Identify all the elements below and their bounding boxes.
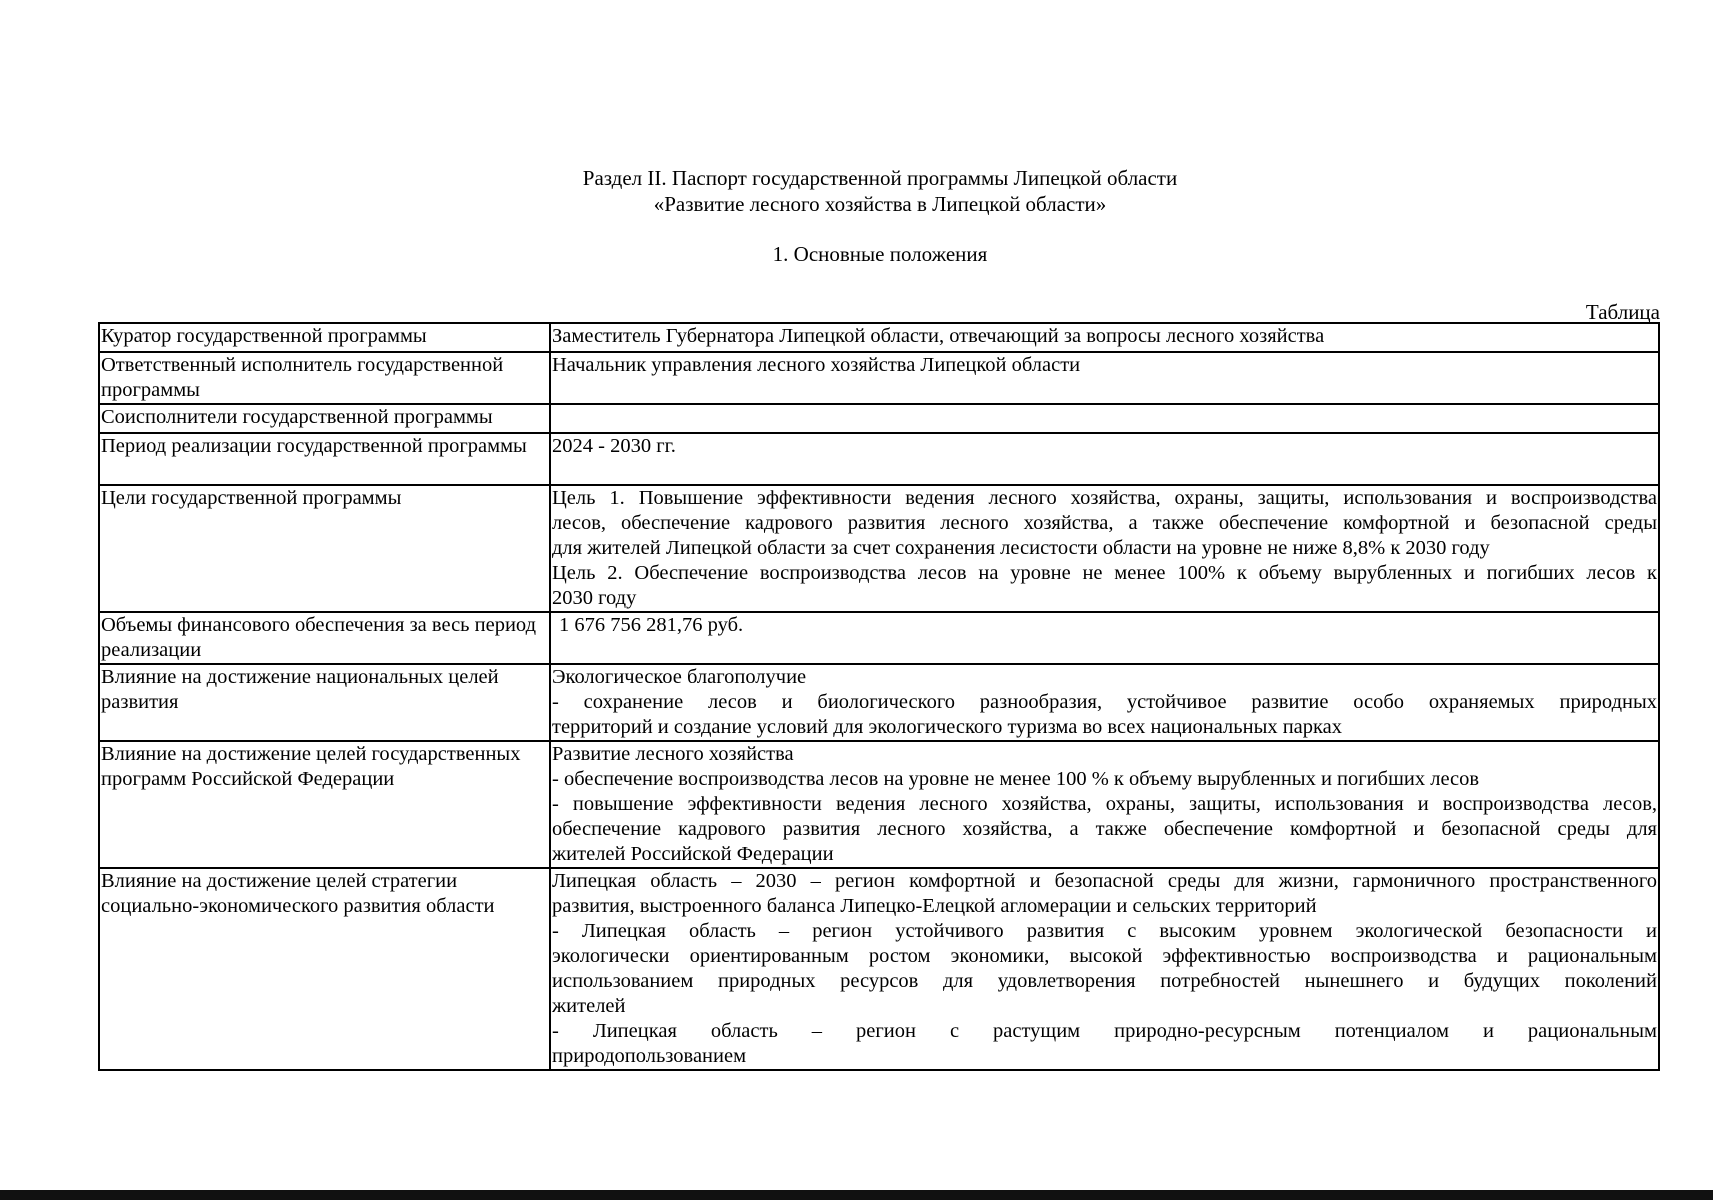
row-value bbox=[550, 485, 1659, 612]
table-label: Таблица bbox=[1585, 300, 1660, 324]
value-line: - Липецкая область – регион устойчивого развития с высоким уровнем экологической безопасности и bbox=[552, 920, 1657, 942]
row-value bbox=[550, 741, 1659, 868]
value-line: природопользованием bbox=[552, 1045, 747, 1067]
value-line: Липецкая область – 2030 – регион комфортной и безопасной среды для жизни, гармоничного пространственного bbox=[552, 870, 1657, 892]
table-row bbox=[99, 485, 1659, 612]
value-line: Экологическое благополучие bbox=[552, 666, 807, 688]
row-label: Влияние на достижение национальных целей развития bbox=[99, 664, 550, 741]
value-line: жителей bbox=[552, 995, 626, 1017]
table-row bbox=[99, 433, 1659, 485]
table-row bbox=[99, 741, 1659, 868]
value-line: - сохранение лесов и биологического разнообразия, устойчивое развитие особо охраняемых природных bbox=[552, 691, 1657, 713]
value-line: Цель 2. Обеспечение воспроизводства лесов на уровне не менее 100% к объему вырубленных и погибших лесов к bbox=[552, 562, 1657, 584]
row-value bbox=[550, 352, 1659, 404]
row-value bbox=[550, 404, 1659, 433]
value-line: территорий и создание условий для экологического туризма во всех национальных парках bbox=[552, 716, 1343, 738]
passport-table bbox=[98, 322, 1660, 1071]
row-value bbox=[550, 868, 1659, 1070]
row-value bbox=[550, 323, 1659, 352]
row-label: Куратор государственной программы bbox=[99, 323, 550, 352]
value-line: 2030 году bbox=[552, 587, 637, 609]
value-line: - повышение эффективности ведения лесного хозяйства, охраны, защиты, использования и воспроизводства лесов, bbox=[552, 793, 1657, 815]
table-row bbox=[99, 323, 1659, 352]
table-row bbox=[99, 612, 1659, 664]
row-value bbox=[550, 612, 1659, 664]
value-line: для жителей Липецкой области за счет сохранения лесистости области на уровне не ниже 8,8% к 2030 году bbox=[552, 537, 1490, 559]
value-line: Цель 1. Повышение эффективности ведения лесного хозяйства, охраны, защиты, использования и воспроизводства bbox=[552, 487, 1657, 509]
value-line: Развитие лесного хозяйства bbox=[552, 743, 794, 765]
value-line: экологически ориентированным ростом экономики, высокой эффективностью воспроизводства и рациональным bbox=[552, 945, 1657, 967]
row-label: Период реализации государственной программы bbox=[99, 433, 550, 485]
value-line: 1 676 756 281,76 руб. bbox=[559, 614, 744, 636]
document-title: Раздел II. Паспорт государственной программы Липецкой области bbox=[582, 166, 1178, 190]
row-value bbox=[550, 664, 1659, 741]
value-line: обеспечение кадрового развития лесного хозяйства, а также обеспечение комфортной и безопасной среды для bbox=[552, 818, 1657, 840]
table-row bbox=[99, 868, 1659, 1070]
value-line: - Липецкая область – регион с растущим природно-ресурсным потенциалом и рациональным bbox=[552, 1020, 1657, 1042]
row-value bbox=[550, 433, 1659, 485]
value-line: Начальник управления лесного хозяйства Липецкой области bbox=[552, 354, 1081, 376]
value-line: Заместитель Губернатора Липецкой области, отвечающий за вопросы лесного хозяйства bbox=[552, 325, 1325, 347]
value-line: развития, выстроенного баланса Липецко-Елецкой агломерации и сельских территорий bbox=[552, 895, 1317, 917]
row-label: Соисполнители государственной программы bbox=[99, 404, 550, 433]
table-row bbox=[99, 664, 1659, 741]
row-label: Цели государственной программы bbox=[99, 485, 550, 612]
row-label: Влияние на достижение целей стратегии социально-экономического развития области bbox=[99, 868, 550, 1070]
row-label: Ответственный исполнитель государственной программы bbox=[99, 352, 550, 404]
value-line: жителей Российской Федерации bbox=[552, 843, 834, 865]
scan-border bbox=[0, 1190, 1713, 1200]
section-title: 1. Основные положения bbox=[772, 242, 988, 266]
value-line: лесов, обеспечение кадрового развития лесного хозяйства, а также обеспечение комфортной и безопасной среды bbox=[552, 512, 1657, 534]
value-line: 2024 - 2030 гг. bbox=[552, 435, 676, 457]
table-row bbox=[99, 404, 1659, 433]
value-line: - обеспечение воспроизводства лесов на уровне не менее 100 % к объему вырубленных и погибших лесов bbox=[552, 768, 1480, 790]
program-name: «Развитие лесного хозяйства в Липецкой области» bbox=[653, 192, 1107, 216]
row-label: Влияние на достижение целей государственных программ Российской Федерации bbox=[99, 741, 550, 868]
value-line: использованием природных ресурсов для удовлетворения потребностей нынешнего и будущих поколений bbox=[552, 970, 1657, 992]
table-row bbox=[99, 352, 1659, 404]
row-label: Объемы финансового обеспечения за весь период реализации bbox=[99, 612, 550, 664]
